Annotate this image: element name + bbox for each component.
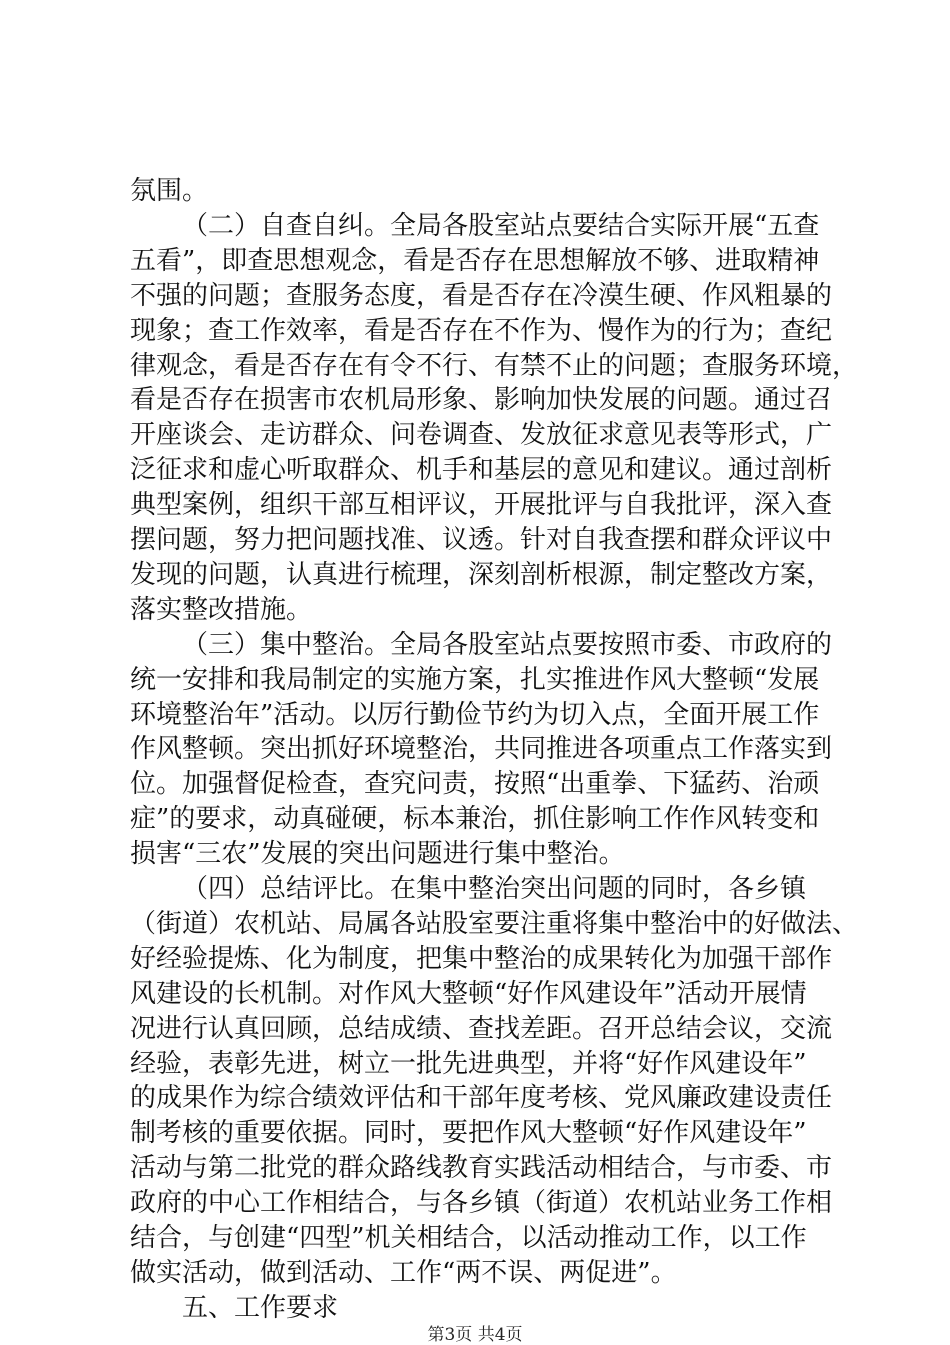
text-line: 风建设的长机制。对作风大整顿“好作风建设年”活动开展情	[130, 978, 807, 1009]
text-line: 氛围。	[130, 176, 209, 206]
page-number-footer: 第3页 共4页	[427, 1325, 523, 1345]
text-line: （街道）农机站、局属各站股室要注重将集中整治中的好做法、	[130, 908, 859, 939]
text-line: 泛征求和虚心听取群众、机手和基层的意见和建议。通过剖析	[130, 455, 833, 486]
text-line: 做实活动，做到活动、工作“两不误、两促进”。	[130, 1257, 677, 1288]
text-line: 不强的问题；查服务态度，看是否存在冷漠生硬、作风粗暴的	[130, 280, 833, 311]
text-line: 发现的问题，认真进行梳理，深刻剖析根源，制定整改方案，	[130, 559, 833, 590]
text-line: 活动与第二批党的群众路线教育实践活动相结合，与市委、市	[130, 1153, 833, 1184]
text-line: 落实整改措施。	[130, 594, 313, 625]
text-line: 典型案例，组织干部互相评议，开展批评与自我批评，深入查	[130, 490, 833, 521]
text-line: 症”的要求，动真碰硬，标本兼治，抓住影响工作作风转变和	[130, 804, 820, 835]
text-line: 环境整治年”活动。以厉行勤俭节约为切入点，全面开展工作	[130, 699, 820, 730]
section-heading: 五、工作要求	[182, 1292, 339, 1323]
text-line: 结合，与创建“四型”机关相结合，以活动推动工作，以工作	[130, 1223, 807, 1253]
text-line: 摆问题，努力把问题找准、议透。针对自我查摆和群众评议中	[130, 525, 833, 555]
text-line: 开座谈会、走访群众、问卷调查、发放征求意见表等形式，广	[130, 420, 833, 451]
text-line: 制考核的重要依据。同时，要把作风大整顿“好作风建设年”	[130, 1118, 807, 1149]
text-line: 损害“三农”发展的突出问题进行集中整治。	[130, 839, 625, 870]
text-line: 五看”，即查思想观念，看是否存在思想解放不够、进取精神	[130, 245, 820, 276]
text-line: 律观念，看是否存在有令不行、有禁不止的问题；查服务环境，	[130, 350, 859, 381]
text-line: （四）总结评比。在集中整治突出问题的同时，各乡镇	[182, 874, 807, 904]
text-line: 况进行认真回顾，总结成绩、查找差距。召开总结会议，交流	[130, 1013, 833, 1044]
text-line: 现象；查工作效率，看是否存在不作为、慢作为的行为；查纪	[130, 315, 833, 346]
text-line: 看是否存在损害市农机局形象、影响加快发展的问题。通过召	[130, 385, 833, 416]
text-line: 政府的中心工作相结合，与各乡镇（街道）农机站业务工作相	[130, 1188, 833, 1219]
text-line: （三）集中整治。全局各股室站点要按照市委、市政府的	[182, 629, 833, 660]
text-line: 好经验提炼、化为制度，把集中整治的成果转化为加强干部作	[130, 943, 833, 974]
text-line: （二）自查自纠。全局各股室站点要结合实际开展“五查	[182, 210, 820, 241]
text-line: 位。加强督促检查，查究问责，按照“出重拳、下猛药、治顽	[130, 769, 820, 800]
text-line: 的成果作为综合绩效评估和干部年度考核、党风廉政建设责任	[130, 1083, 833, 1114]
text-line: 作风整顿。突出抓好环境整治，共同推进各项重点工作落实到	[130, 734, 833, 765]
text-line: 统一安排和我局制定的实施方案，扎实推进作风大整顿“发展	[130, 664, 820, 695]
text-line: 经验，表彰先进，树立一批先进典型，并将“好作风建设年”	[130, 1048, 807, 1079]
